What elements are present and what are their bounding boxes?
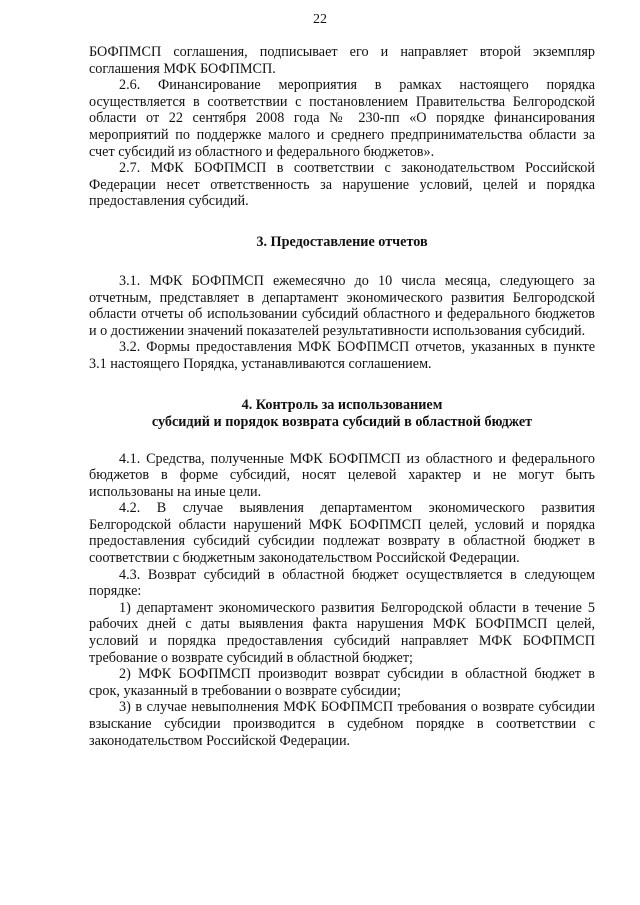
section-4-heading: [89, 397, 595, 431]
paragraph-2-6: 2.6. Финансирование мероприятия в рамках настоящего порядка осуществляется в соответствии с постановлением Правительства Белгородской области от 22 сентября 2008 года № 230-пп «О порядке финансирования мероприятий по поддержке малого и среднего предпринимательства области за счет субсидий из областного и федерального бюджетов».: [89, 77, 595, 160]
paragraph-3-1: 3.1. МФК БОФПМСП ежемесячно до 10 числа месяца, следующего за отчетным, представляет в департамент экономического развития Белгородской области отчеты об использовании субсидий областного и федерального бюджетов и о достижении значений показателей результативности использования субсидий.: [89, 272, 595, 339]
list-item-2: 2) МФК БОФПМСП производит возврат субсидии в областной бюджет в срок, указанный в требовании о возврате субсидии;: [89, 666, 595, 699]
page-number: 22: [313, 12, 327, 27]
section-3-heading: 3. Предоставление отчетов: [256, 233, 428, 250]
paragraph-4-2: 4.2. В случае выявления департаментом экономического развития Белгородской области нарушений МФК БОФПМСП целей, условий и порядка предоставления субсидий субсидии подлежат возврату в областной бюджет в соответствии с бюджетным законодательством Российской Федерации.: [89, 500, 595, 567]
paragraph-3-2: 3.2. Формы предоставления МФК БОФПМСП отчетов, указанных в пункте 3.1 настоящего Порядка, устанавливаются соглашением.: [89, 339, 595, 372]
list-item-1: 1) департамент экономического развития Белгородской области в течение 5 рабочих дней с даты выявления факта нарушения МФК БОФПМСП целей, условий и порядка предоставления субсидий направляет МФК БОФПМСП требование о возврате субсидий в областной бюджет;: [89, 599, 595, 666]
section-4-heading-line2: субсидий и порядок возврата субсидий в областной бюджет: [151, 413, 533, 430]
paragraph-2-7: 2.7. МФК БОФПМСП в соответствии с законодательством Российской Федерации несет ответственность за нарушение условий, целей и порядка предоставления субсидий.: [89, 160, 595, 210]
list-item-3: 3) в случае невыполнения МФК БОФПМСП требования о возврате субсидии взыскание субсидии производится в судебном порядке в соответствии с законодательством Российской Федерации.: [89, 699, 595, 749]
paragraph-4-1: 4.1. Средства, полученные МФК БОФПМСП из областного и федерального бюджетов в форме субсидий, носят целевой характер и не могут быть использованы на иные цели.: [89, 450, 595, 500]
section-4-heading-line1: 4. Контроль за использованием: [241, 396, 443, 413]
paragraph-4-3: 4.3. Возврат субсидий в областной бюджет осуществляется в следующем порядке:: [89, 566, 595, 600]
document-body: [89, 44, 595, 749]
continuation-paragraph: БОФПМСП соглашения, подписывает его и направляет второй экземпляр соглашения МФК БОФПМСП.: [89, 44, 595, 77]
